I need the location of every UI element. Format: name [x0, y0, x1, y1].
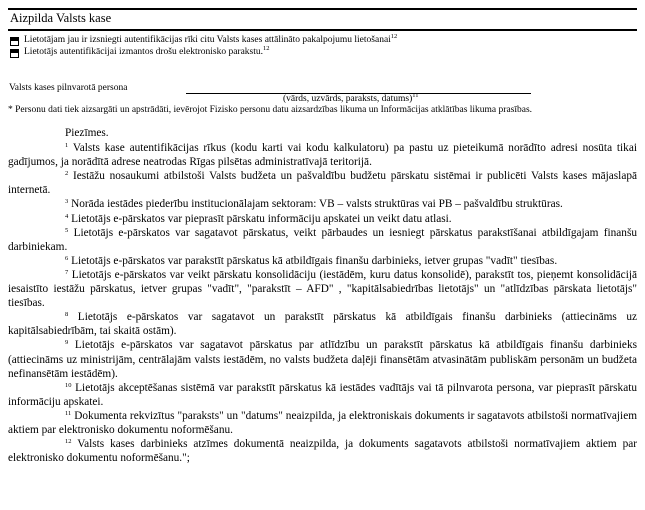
checkbox-label-text: Lietotājam jau ir izsniegti autentifikācijas rīki citu Valsts kases attālināto pakalpojumu lietošanai [24, 35, 391, 45]
note-item [8, 254, 637, 268]
note-item [8, 268, 637, 310]
note-text: Lietotājs e-pārskatos var parakstīt pārskatus kā atbildīgais finanšu darbinieks, ietver grupas "vadīt" tiesības. [71, 254, 558, 267]
section-title: Aizpilda Valsts kase [10, 11, 112, 25]
note-item [8, 226, 637, 254]
note-number: 9 [65, 339, 69, 347]
signature-caption-text: (vārds, uzvārds, paraksts, datums) [283, 94, 413, 104]
checkbox-secure-e-signature-label [24, 47, 270, 57]
note-number: 6 [65, 254, 69, 262]
note-text: Valsts kase autentifikācijas rīkus (kodu karti vai kodu kalkulatoru) pa pastu uz pieteikumā norādīto adresi nosūta tikai gadījumos, ja norādītā adrese neatrodas Rīgas pilsētas administratīvajā teritorijā. [8, 142, 637, 169]
footnote-ref: 12 [390, 33, 398, 40]
note-number: 7 [65, 268, 69, 276]
note-text: Lietotājs e-pārskatos var sagatavot pārskatus par atlīdzību un parakstīt pārskatus kā atbildīgais finanšu darbinieks (attiecināms uz ministrijām, centrālajām valsts iestādēm, no valsts budžeta daļēji finansētām atvasinātām publiskām personām un budžeta nefinansētām iestādēm). [8, 339, 637, 380]
note-number: 4 [65, 212, 69, 220]
note-item [8, 212, 637, 226]
note-text: Valsts kases darbinieks atzīmes dokumentā neaizpilda, ja dokuments sagatavots atbilstoši normatīvajiem aktiem par elektronisko dokumentu noformēšanu."; [8, 438, 638, 465]
footnote-ref: 12 [263, 45, 270, 52]
checkbox-existing-auth-tools-label [24, 35, 397, 45]
note-item [8, 169, 637, 197]
note-number: 2 [65, 170, 69, 178]
note-number: 3 [65, 198, 69, 206]
note-text: Dokumenta rekvizītus "paraksts" un "datums" neaizpilda, ja elektroniskais dokuments ir sagatavots atbilstoši normatīvajiem aktiem par elektronisko dokumentu noformēšanu. [8, 409, 637, 436]
checkbox-existing-auth-tools[interactable] [10, 37, 19, 46]
note-item [8, 437, 637, 465]
note-item [8, 381, 637, 409]
note-text: Lietotājs e-pārskatos var sagatavot pārskatus, veikt pārbaudes un iesniegt pārskatus parakstīšanai atbildīgajam finanšu darbiniekam. [8, 226, 637, 253]
section-title-rule [8, 29, 637, 31]
note-item [8, 338, 637, 380]
note-number: 8 [65, 311, 69, 319]
note-item [8, 141, 637, 169]
note-text: Iestāžu nosaukumi atbilstoši Valsts budžeta un pašvaldību budžetu pārskatu sistēmai ir publicēti Valsts kases mājaslapā internetā. [8, 170, 638, 197]
checkbox-label-text: Lietotājs autentifikācijai izmantos drošu elektronisko parakstu. [24, 47, 264, 57]
note-number: 5 [65, 226, 69, 234]
footnote-ref: 11 [412, 92, 419, 99]
checkbox-secure-e-signature[interactable] [10, 49, 19, 58]
note-text: Lietotājs e-pārskatos var pieprasīt pārskatu informāciju apskatei un veikt datu atlasi. [71, 212, 452, 225]
note-item [8, 409, 637, 437]
signature-label: Valsts kases pilnvarotā persona [9, 83, 128, 93]
note-number: 11 [65, 409, 72, 417]
note-number: 10 [65, 381, 72, 389]
note-number: 1 [65, 142, 69, 150]
signature-caption [283, 94, 419, 104]
note-text: Lietotājs akceptēšanas sistēmā var parakstīt pārskatus kā iestādes vadītājs vai tā pilnvarota persona, var pieprasīt pārskatu informāciju apskatei. [8, 381, 638, 408]
notes-heading: Piezīmes. [65, 127, 109, 139]
privacy-note: * Personu dati tiek aizsargāti un apstrādāti, ievērojot Fizisko personu datu aizsardzības likuma un Informācijas atklātības likuma prasības. [8, 105, 533, 115]
note-text: Lietotājs e-pārskatos var sagatavot un parakstīt pārskatus kā atbildīgais finanšu darbinieks (attiecināms uz kapitālsabiedrībām, tai skaitā ostām). [8, 311, 638, 338]
note-text: Norāda iestādes piederību institucionālajam sektoram: VB – valsts struktūras vai PB – pašvaldību struktūras. [71, 198, 563, 211]
note-item [8, 310, 637, 338]
note-text: Lietotājs e-pārskatos var veikt pārskatu konsolidāciju (iestādēm, kuru datus konsolidē), parakstīt tos, pieņemt konsolidācijā iesaistīto iestāžu pārskatus, ietver grupas "vadīt", "parakstīt – AFD" , "kapitālsabiedrības lietotājs" un "atlīdzības pārskata lietotājs" tiesības. [8, 268, 637, 310]
note-item [8, 197, 637, 211]
notes-section [8, 126, 637, 465]
top-rule [8, 8, 637, 10]
note-number: 12 [65, 438, 72, 446]
